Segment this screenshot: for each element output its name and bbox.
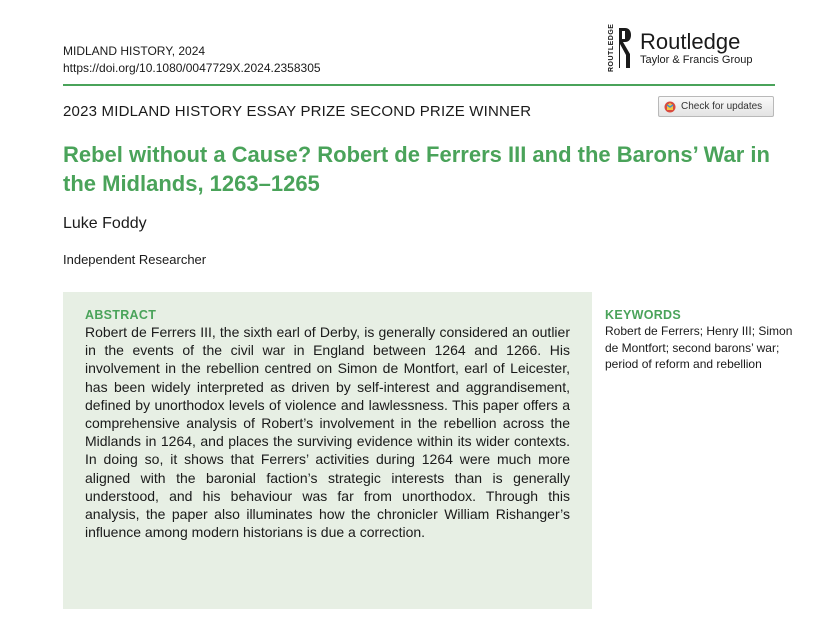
article-title: Rebel without a Cause? Robert de Ferrers III and the Barons’ War in the Midlands, 1263–1265 xyxy=(63,142,770,196)
publisher-name: Routledge xyxy=(640,28,741,54)
publisher-group: Taylor & Francis Group xyxy=(640,53,753,66)
publisher-logo xyxy=(608,24,752,72)
crossmark-icon xyxy=(664,101,676,113)
prize-line: 2023 MIDLAND HISTORY ESSAY PRIZE SECOND PRIZE WINNER xyxy=(63,103,532,120)
abstract-text: Robert de Ferrers III, the sixth earl of Derby, is generally considered an outlier in the events of the civil war in England between 1264 and 1266. His involvement in the rebellion centred on Simon de Montfort, earl of Leicester, has been widely interpreted as driven by self-interest and aggrandisement, defined by unorthodox levels of violence and lawlessness. This paper offers a comprehensive analysis of Robert’s involvement in the rebellion across the Midlands in 1264, and places the surviving evidence within its wider contexts. In doing so, it shows that Ferrers’ activities during 1264 were much more aligned with the baronial faction’s strategic interests than is generally understood, and his behaviour was far from unorthodox. Through this analysis, the paper also illuminates how the chronicler William Rishanger’s influence among modern historians is due a correction. xyxy=(85,324,570,541)
abstract-heading: ABSTRACT xyxy=(85,308,157,322)
abstract-box xyxy=(63,292,592,609)
doi-link[interactable]: https://doi.org/10.1080/0047729X.2024.2358305 xyxy=(63,61,321,75)
journal-name: MIDLAND HISTORY, 2024 xyxy=(63,44,206,58)
publisher-vertical-text: ROUTLEDGE xyxy=(608,23,615,72)
author-affiliation: Independent Researcher xyxy=(63,252,207,267)
check-for-updates-button[interactable] xyxy=(658,96,774,117)
keywords-heading: KEYWORDS xyxy=(605,308,682,322)
routledge-logo-icon xyxy=(618,24,632,72)
journal-info xyxy=(63,43,321,77)
keywords-text: Robert de Ferrers; Henry III; Simon de Montfort; second barons’ war; period of reform and rebellion xyxy=(605,324,793,371)
check-for-updates-label: Check for updates xyxy=(681,101,763,112)
routledge-mark xyxy=(608,24,632,72)
author-name: Luke Foddy xyxy=(63,215,147,232)
keywords-section xyxy=(605,307,805,373)
header-divider xyxy=(63,84,775,86)
